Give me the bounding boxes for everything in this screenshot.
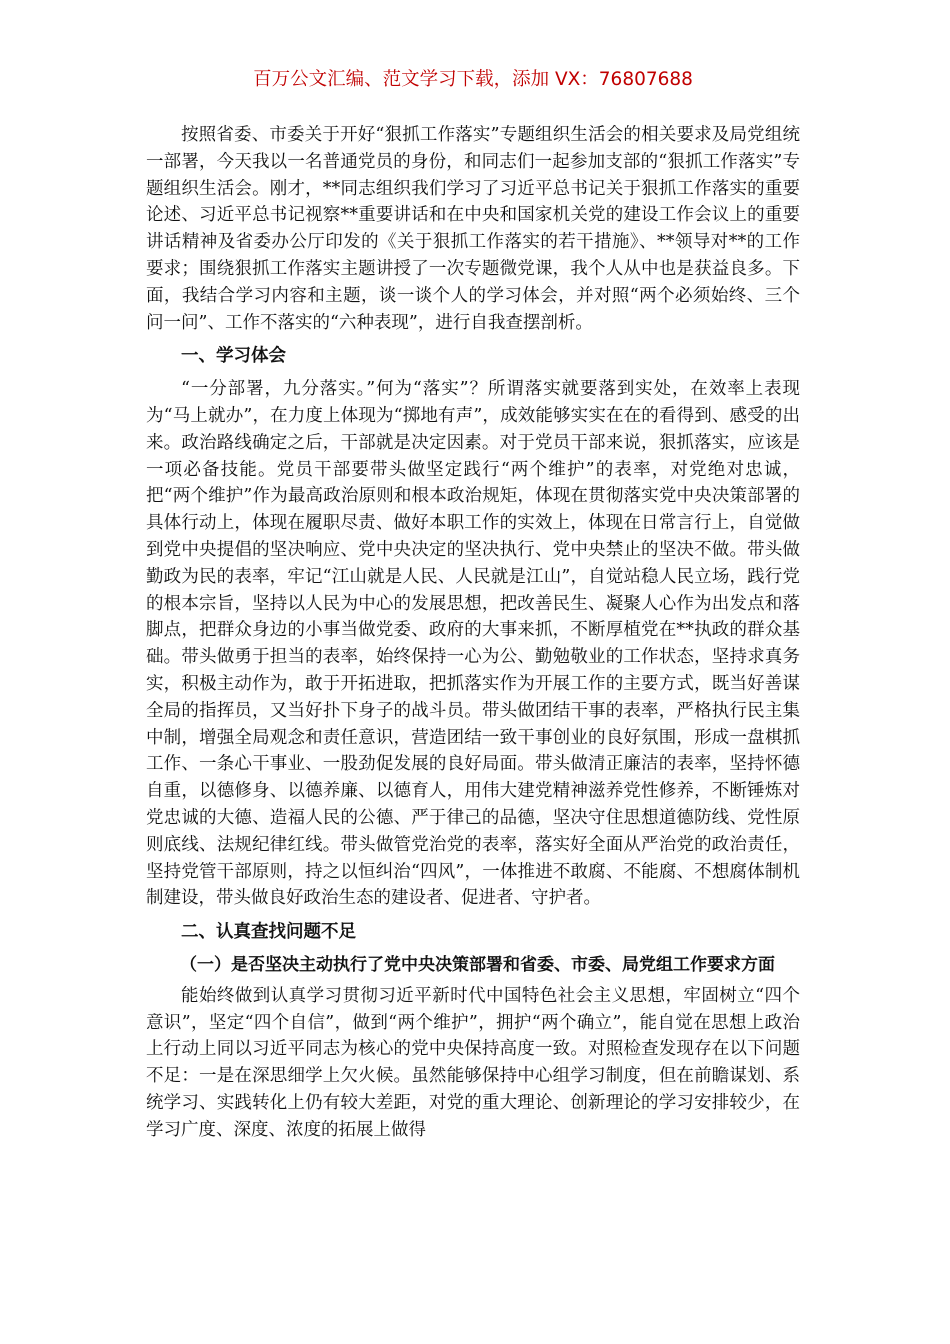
execution-paragraph: 能始终做到认真学习贯彻习近平新时代中国特色社会主义思想，牢固树立“四个意识”，坚定“四个自信”，做到“两个维护”，拥护“两个确立”，能自觉在思想上政治上行动上同以习近平同志为核心的党中央保持高度一致。对照检查发现存在以下问题不足：一是在深思细学上欠火候。虽然能够保持中心组学习制度，但在前瞻谋划、系统学习、实践转化上仍有较大差距，对党的重大理论、创新理论的学习安排较少，在学习广度、深度、浓度的拓展上做得 bbox=[146, 985, 800, 1140]
section-heading-study: 一、学习体会 bbox=[181, 346, 286, 367]
intro-paragraph: 按照省委、市委关于开好“狠抓工作落实”专题组织生活会的相关要求及局党组统一部署，今天我以一名普通党员的身份，和同志们一起参加支部的“狠抓工作落实”专题组织生活会。刚才，**同志组织我们学习了习近平总书记关于狠抓工作落实的重要论述、习近平总书记视察**重要讲话和在中央和国家机关党的建设工作会议上的重要讲话精神及省委办公厅印发的《关于狠抓工作落实的若干措施》、**领导对**的工作要求；围绕狠抓工作落实主题讲授了一次专题微党课，我个人从中也是获益良多。下面，我结合学习内容和主题，谈一谈个人的学习体会，并对照“两个必须始终、三个问一问”、工作不落实的“六种表现”，进行自我查摆剖析。 bbox=[146, 125, 800, 333]
section-heading-problems: 二、认真查找问题不足 bbox=[181, 922, 356, 943]
promo-header: 百万公文汇编、范文学习下载，添加 VX：76807688 bbox=[253, 69, 693, 90]
study-paragraph: “一分部署，九分落实。”何为“落实”？所谓落实就要落到实处，在效率上表现为“马上就办”，在力度上体现为“掷地有声”，成效能够实实在在的看得到、感受的出来。政治路线确定之后，干部就是决定因素。对于党员干部来说，狠抓落实，应该是一项必备技能。党员干部要带头做坚定践行“两个维护”的表率，对党绝对忠诚，把“两个维护”作为最高政治原则和根本政治规矩，体现在贯彻落实党中央决策部署的具体行动上，体现在履职尽责、做好本职工作的实效上，体现在日常言行上，自觉做到党中央提倡的坚决响应、党中央决定的坚决执行、党中央禁止的坚决不做。带头做勤政为民的表率，牢记“江山就是人民、人民就是江山”，自觉站稳人民立场，践行党的根本宗旨，坚持以人民为中心的发展思想，把改善民生、凝聚人心作为出发点和落脚点，把群众身边的小事当做党委、政府的大事来抓，不断厚植党在**执政的群众基础。带头做勇于担当的表率，始终保持一心为公、勤勉敬业的工作状态，坚持求真务实，积极主动作为，敢于开拓进取，把抓落实作为开展工作的主要方式，既当好善谋全局的指挥员，又当好扑下身子的战斗员。带头做团结干事的表率，严格执行民主集中制，增强全局观念和责任意识，营造团结一致干事创业的良好氛围，形成一盘棋抓工作、一条心干事业、一股劲促发展的良好局面。带头做清正廉洁的表率，坚持怀德自重，以德修身、以德养廉、以德育人，用伟大建党精神滋养党性修养，不断锤炼对党忠诚的大德、造福人民的公德、严于律己的品德，坚决守住思想道德防线、党性原则底线、法规纪律红线。带头做管党治党的表率，落实好全面从严治党的政治责任，坚持党管干部原则，持之以恒纠治“四风”，一体推进不敢腐、不能腐、不想腐体制机制建设，带头做良好政治生态的建设者、促进者、守护者。 bbox=[146, 379, 800, 909]
subsection-heading-execution: （一）是否坚决主动执行了党中央决策部署和省委、市委、局党组工作要求方面 bbox=[180, 954, 775, 975]
